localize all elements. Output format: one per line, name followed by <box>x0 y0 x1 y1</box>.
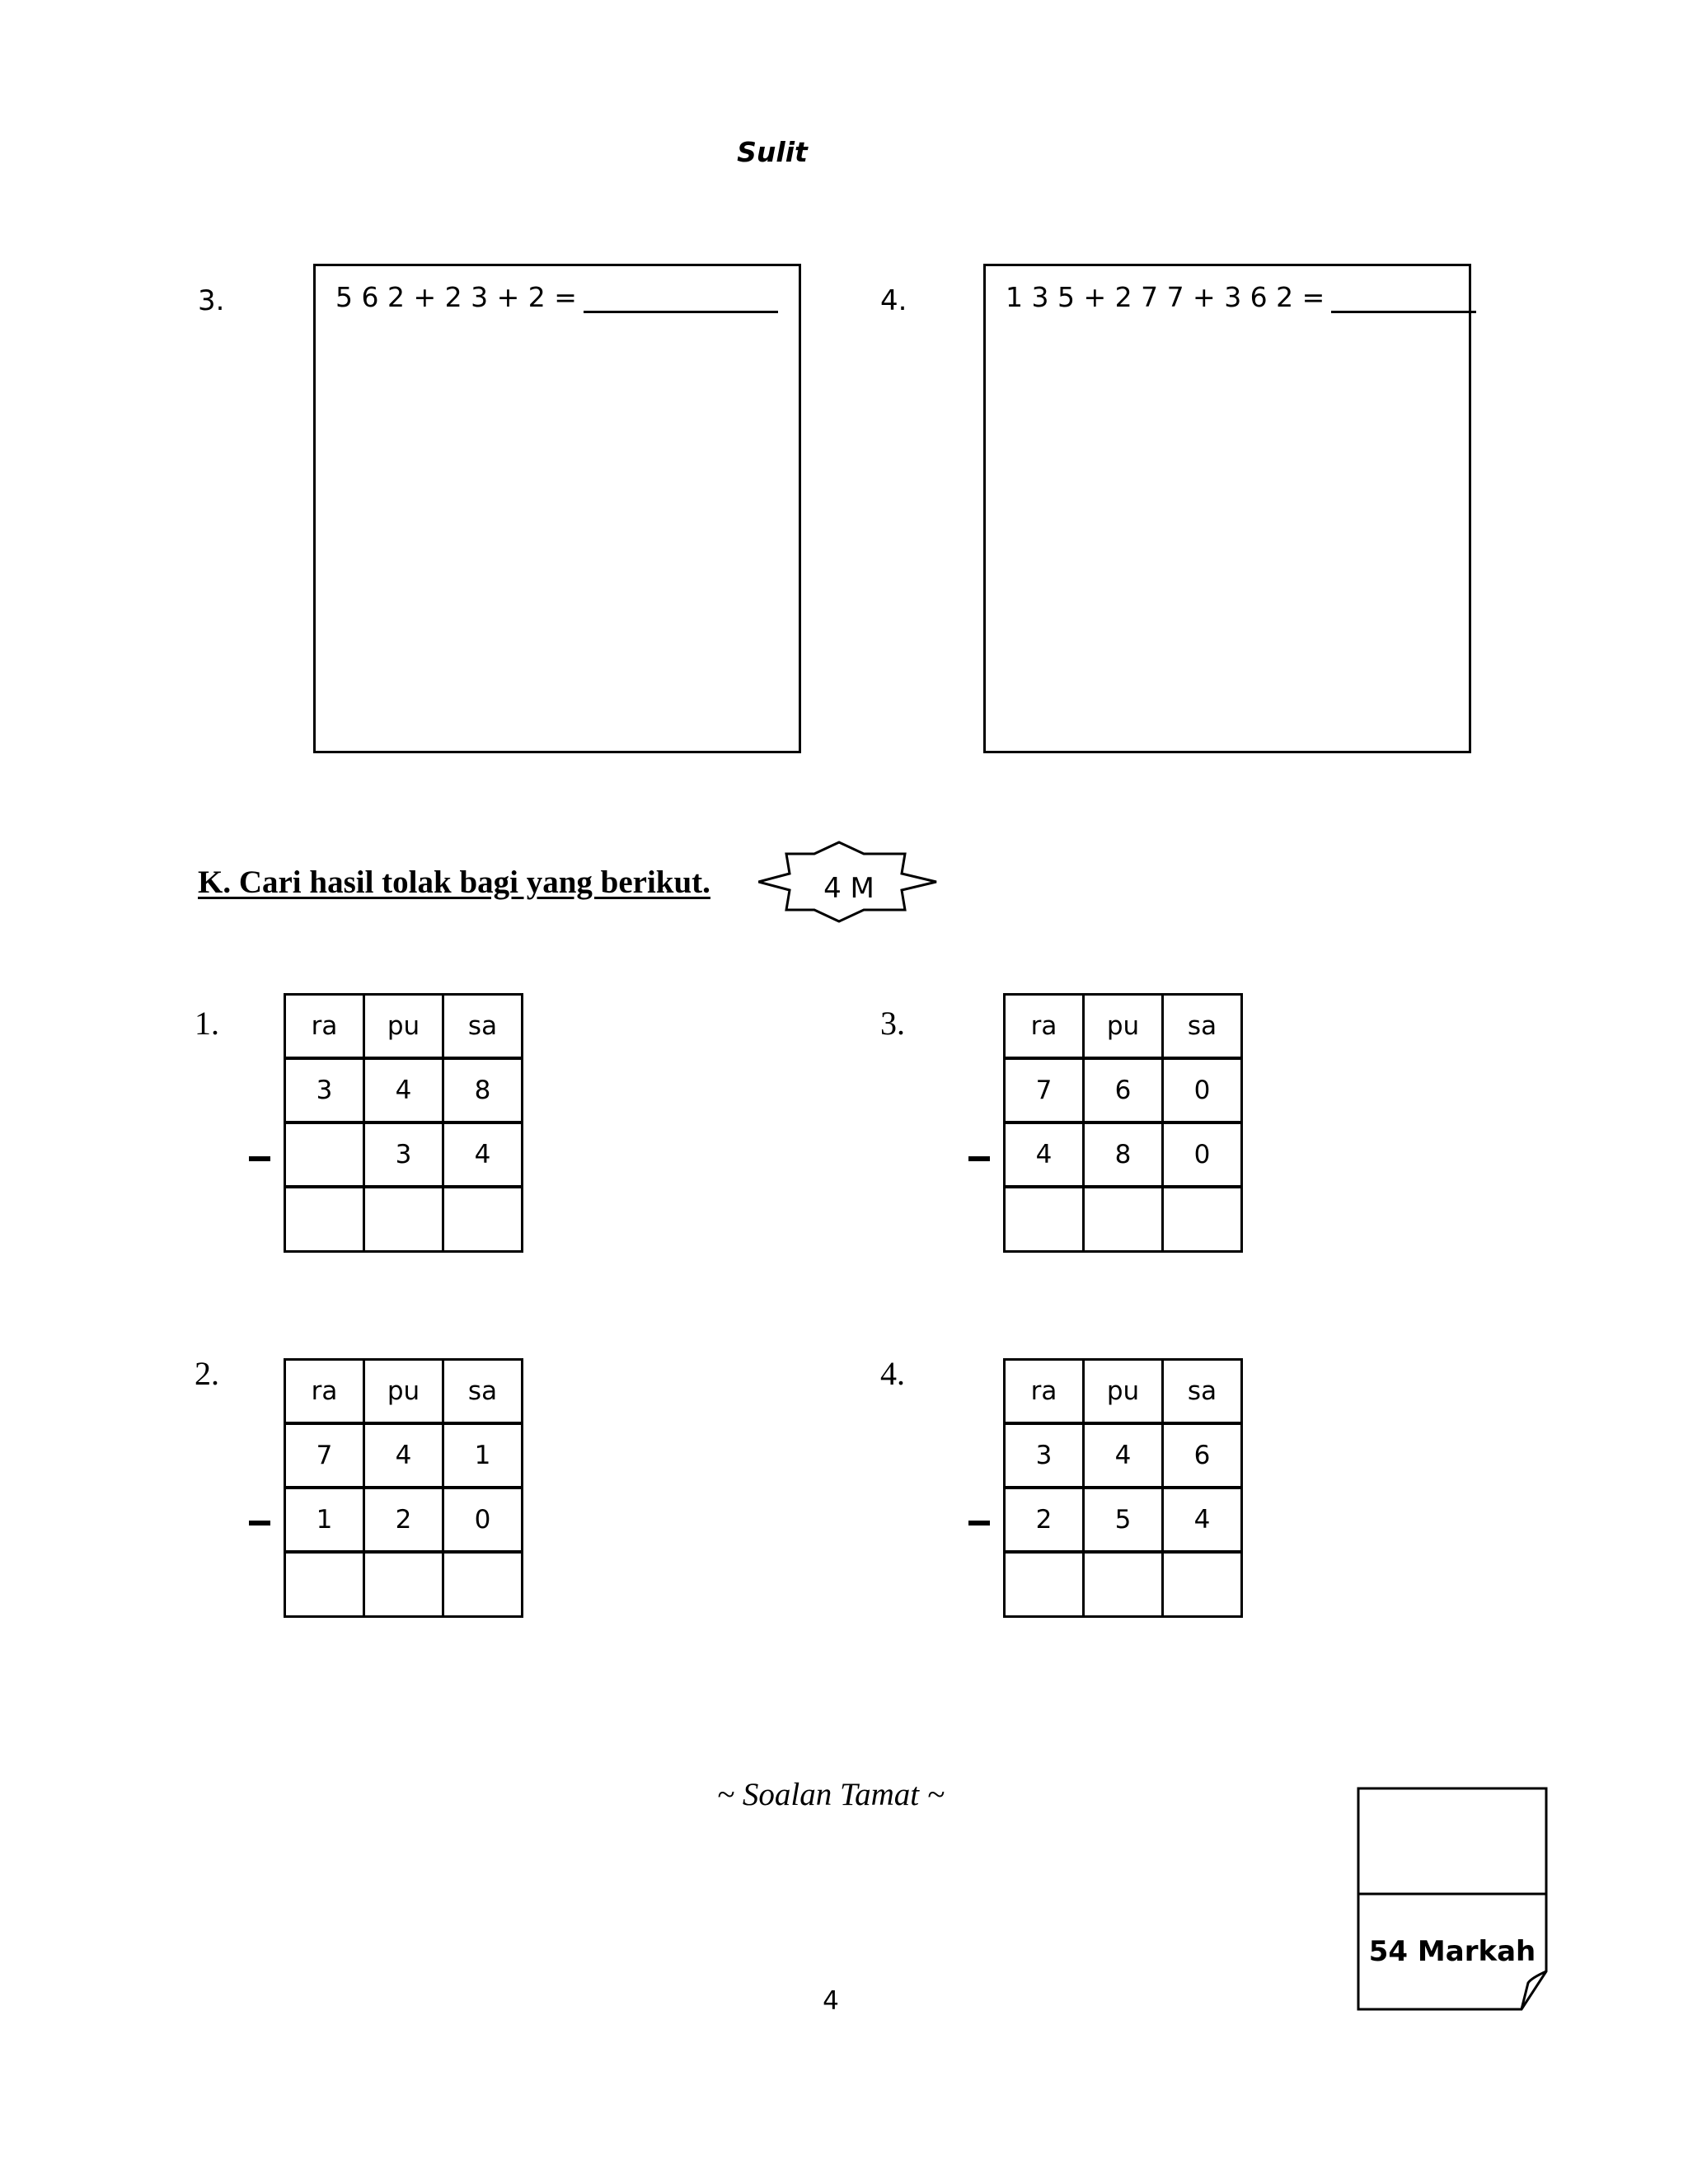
header-ra: ra <box>286 996 365 1060</box>
section-title: K. Cari hasil tolak bagi yang berikut. <box>198 865 710 900</box>
answer-cell[interactable] <box>1006 1554 1085 1618</box>
subtrahend-digit: 5 <box>1085 1489 1164 1554</box>
subtrahend-digit: 4 <box>1164 1489 1243 1554</box>
subtrahend-digit: 0 <box>1164 1124 1243 1188</box>
minus-sign <box>249 1521 270 1526</box>
answer-cell[interactable] <box>1085 1188 1164 1253</box>
minuend-digit: 7 <box>1006 1060 1085 1124</box>
answer-cell[interactable] <box>365 1188 444 1253</box>
place-value-table <box>284 993 523 1253</box>
question-number: 2. <box>195 1355 219 1392</box>
subtrahend-digit: 0 <box>444 1489 523 1554</box>
subtrahend-digit: 1 <box>286 1489 365 1554</box>
subtrahend-digit: 3 <box>365 1124 444 1188</box>
place-value-table <box>284 1358 523 1618</box>
minuend-digit: 0 <box>1164 1060 1243 1124</box>
header-sa: sa <box>1164 1361 1243 1425</box>
answer-cell[interactable] <box>1164 1188 1243 1253</box>
answer-cell[interactable] <box>365 1554 444 1618</box>
answer-cell[interactable] <box>444 1188 523 1253</box>
answer-blank[interactable] <box>1331 283 1476 313</box>
equation-text: 1 3 5 + 2 7 7 + 3 6 2 = <box>1006 281 1325 313</box>
question-number: 3. <box>198 284 225 317</box>
minuend-digit: 3 <box>1006 1425 1085 1489</box>
question-number: 1. <box>195 1005 219 1042</box>
minuend-digit: 8 <box>444 1060 523 1124</box>
subtrahend-digit: 4 <box>1006 1124 1085 1188</box>
subtrahend-digit <box>286 1124 365 1188</box>
question-number: 4. <box>880 284 907 317</box>
marks-badge <box>758 841 940 923</box>
header-ra: ra <box>286 1361 365 1425</box>
answer-cell[interactable] <box>286 1188 365 1253</box>
subtrahend-digit: 2 <box>365 1489 444 1554</box>
minuend-digit: 3 <box>286 1060 365 1124</box>
minuend-digit: 4 <box>365 1425 444 1489</box>
score-box <box>1357 1787 1548 2011</box>
question-number: 3. <box>880 1005 905 1042</box>
place-value-table <box>1003 1358 1243 1618</box>
minuend-digit: 1 <box>444 1425 523 1489</box>
minuend-digit: 6 <box>1085 1060 1164 1124</box>
subtrahend-digit: 8 <box>1085 1124 1164 1188</box>
answer-blank[interactable] <box>584 283 778 313</box>
answer-cell[interactable] <box>1164 1554 1243 1618</box>
working-box <box>313 264 801 753</box>
minus-sign <box>249 1156 270 1161</box>
minus-sign <box>968 1521 990 1526</box>
subtrahend-digit: 2 <box>1006 1489 1085 1554</box>
answer-cell[interactable] <box>444 1554 523 1618</box>
header-pu: pu <box>1085 1361 1164 1425</box>
score-box-outline <box>1357 1787 1548 2011</box>
question-number: 4. <box>880 1355 905 1392</box>
header-pu: pu <box>365 996 444 1060</box>
minuend-digit: 4 <box>365 1060 444 1124</box>
header-sa: sa <box>1164 996 1243 1060</box>
header-sa: sa <box>444 996 523 1060</box>
equation <box>1006 281 1476 313</box>
header-sa: sa <box>444 1361 523 1425</box>
minuend-digit: 7 <box>286 1425 365 1489</box>
header-pu: pu <box>1085 996 1164 1060</box>
answer-cell[interactable] <box>1006 1188 1085 1253</box>
page-number: 4 <box>823 1986 839 2016</box>
place-value-table <box>1003 993 1243 1253</box>
page-header: Sulit <box>737 136 808 168</box>
header-ra: ra <box>1006 1361 1085 1425</box>
marks-label: 4 M <box>823 872 874 905</box>
subtrahend-digit: 4 <box>444 1124 523 1188</box>
total-marks: 54 Markah <box>1368 1935 1536 1968</box>
end-of-questions: ~ Soalan Tamat ~ <box>717 1777 945 1812</box>
working-box <box>983 264 1471 753</box>
equation <box>335 281 778 313</box>
answer-cell[interactable] <box>286 1554 365 1618</box>
minus-sign <box>968 1156 990 1161</box>
header-pu: pu <box>365 1361 444 1425</box>
minuend-digit: 6 <box>1164 1425 1243 1489</box>
answer-cell[interactable] <box>1085 1554 1164 1618</box>
minuend-digit: 4 <box>1085 1425 1164 1489</box>
header-ra: ra <box>1006 996 1085 1060</box>
equation-text: 5 6 2 + 2 3 + 2 = <box>335 281 577 313</box>
